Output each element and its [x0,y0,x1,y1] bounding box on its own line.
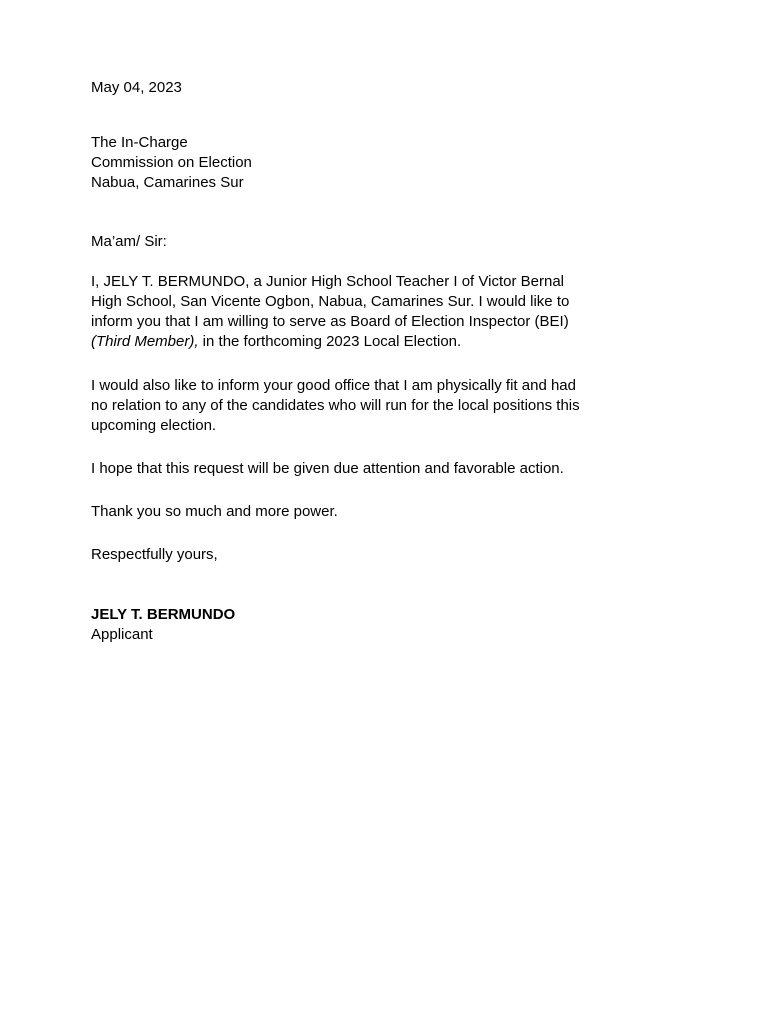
letter-date [91,78,701,98]
paragraph-1-line-4-rest: in the forthcoming 2023 Local Election. [198,333,462,350]
paragraph-1-line-4 [91,332,701,352]
salutation-text: Ma’am/ Sir: [91,233,167,250]
paragraph-2-line-3: upcoming election. [91,417,217,434]
closing [91,545,701,565]
paragraph-4-text: Thank you so much and more power. [91,503,338,520]
paragraph-2 [91,376,701,436]
paragraph-1-line-3: inform you that I am willing to serve as Board of Election Inspector (BEI) [91,313,569,330]
recipient-line-3: Nabua, Camarines Sur [91,174,244,191]
recipient-line-1: The In-Charge [91,134,188,151]
paragraph-1-line-2: High School, San Vicente Ogbon, Nabua, Camarines Sur. I would like to [91,293,570,310]
third-member-text: (Third Member), [91,333,199,350]
paragraph-3-text: I hope that this request will be given due attention and favorable action. [91,460,564,477]
signatory-name: JELY T. BERMUNDO [91,606,236,623]
paragraph-2-line-2: no relation to any of the candidates who will run for the local positions this [91,397,580,414]
signatory-title: Applicant [91,626,153,643]
salutation [91,232,701,252]
recipient-address [91,133,701,193]
paragraph-2-line-1: I would also like to inform your good office that I am physically fit and had [91,377,576,394]
recipient-line-2: Commission on Election [91,154,252,171]
paragraph-1-line-1: I, JELY T. BERMUNDO, a Junior High School Teacher I of Victor Bernal [91,273,564,290]
closing-text: Respectfully yours, [91,546,218,563]
signature-block [91,605,701,645]
paragraph-3 [91,459,701,479]
paragraph-4 [91,502,701,522]
paragraph-1 [91,272,701,352]
date-text: May 04, 2023 [91,79,182,96]
